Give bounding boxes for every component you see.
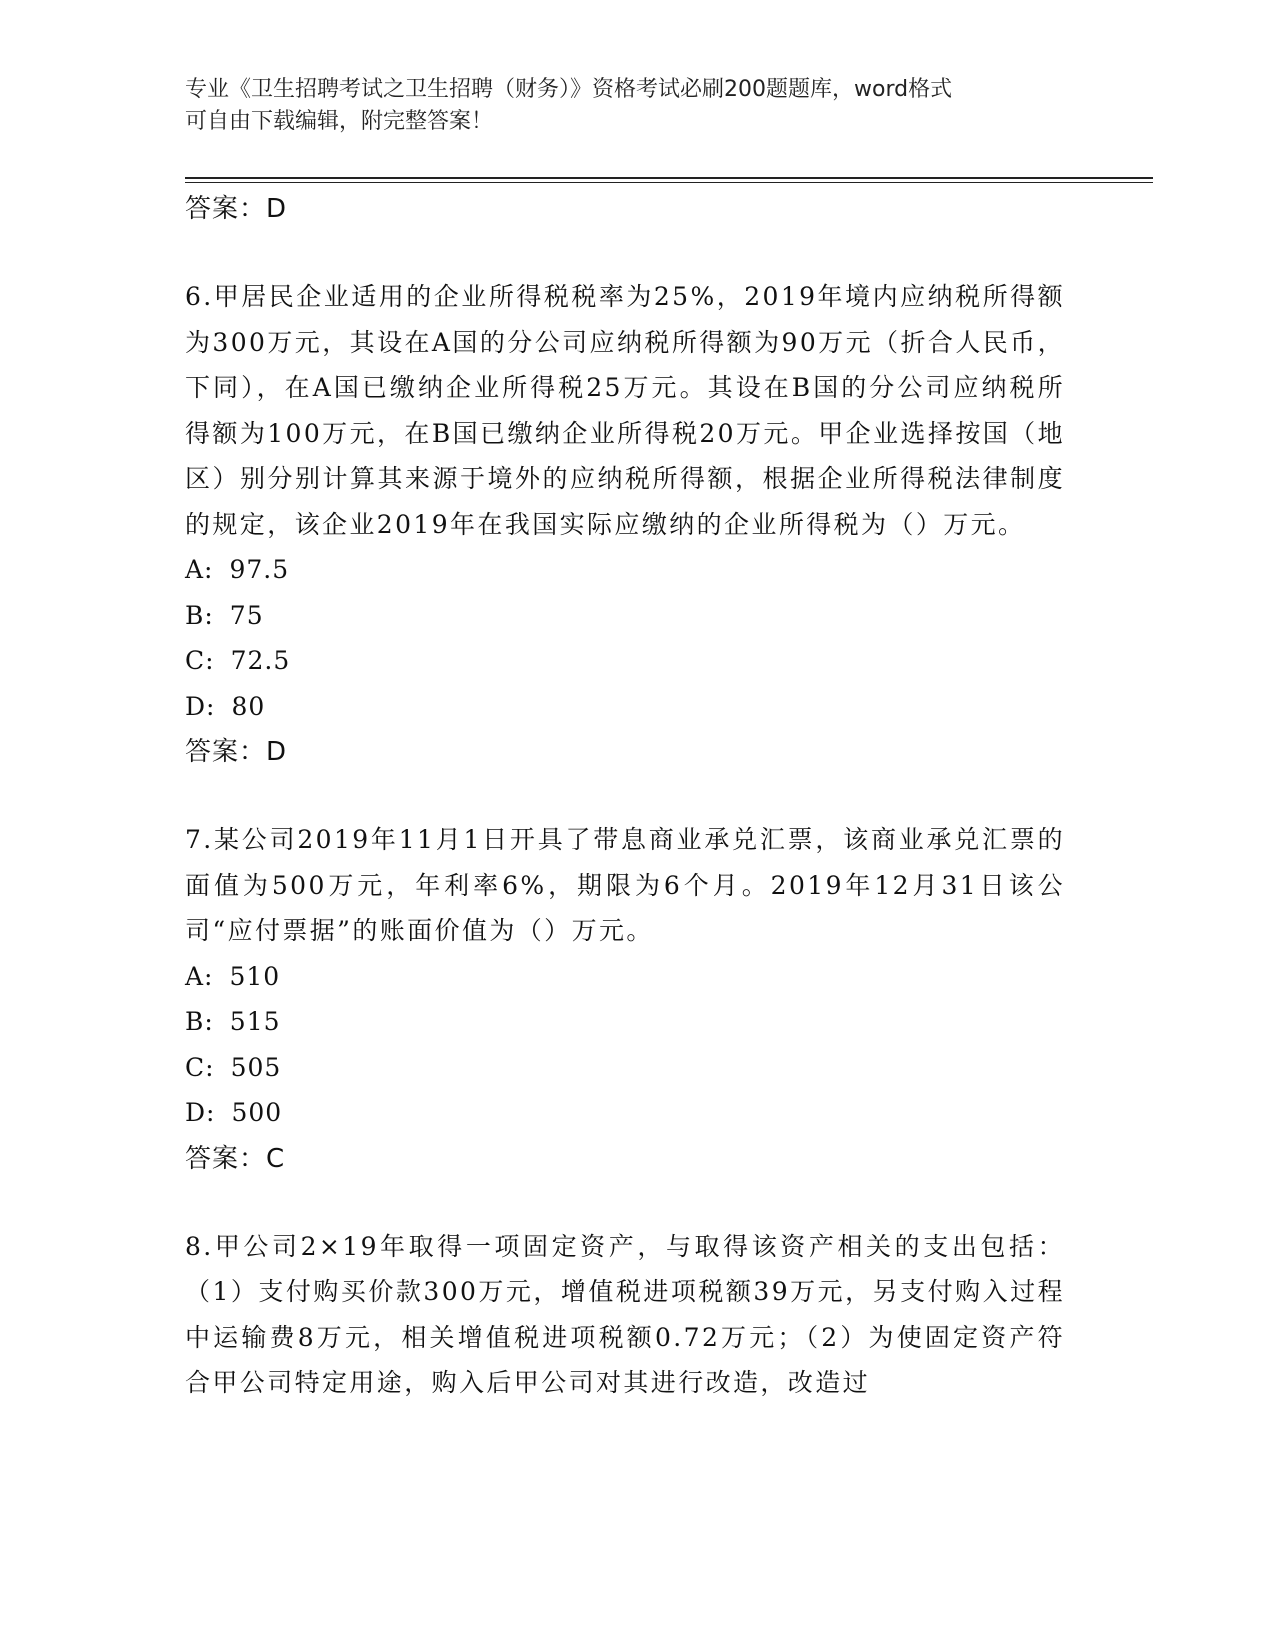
- q6-option-b: [185, 593, 1065, 639]
- option-value: 80: [231, 691, 266, 721]
- q7-option-d: [185, 1090, 1065, 1136]
- q7-option-b: [185, 999, 1065, 1045]
- header-divider-thick: [185, 177, 1153, 179]
- q6-option-c: [185, 638, 1065, 684]
- document-body: [185, 186, 1065, 1406]
- option-value: 505: [230, 1052, 282, 1082]
- q7-option-c: [185, 1045, 1065, 1091]
- option-value: 97.5: [229, 555, 290, 584]
- question-8-text: 8.甲公司2×19年取得一项固定资产，与取得该资产相关的支出包括：（1）支付购买价款300万元，增值税进项税额39万元，另支付购入过程中运输费8万元，相关增值税进项税额0.72万元；（2）为使固定资产符合甲公司特定用途，购入后甲公司对其进行改造，改造过: [185, 1231, 1065, 1397]
- answer-q6: 答案：D: [185, 737, 288, 767]
- option-value: 510: [229, 961, 281, 991]
- option-value: 75: [229, 600, 264, 630]
- option-label: C:: [185, 1052, 215, 1082]
- q6-option-d: [185, 684, 1065, 730]
- option-label: C:: [185, 646, 215, 675]
- spacer: [185, 775, 1065, 817]
- option-label: B:: [185, 600, 214, 630]
- option-label: A:: [185, 555, 214, 584]
- option-value: 515: [229, 1007, 281, 1036]
- option-value: 72.5: [230, 646, 291, 675]
- answer-q7: 答案：C: [185, 1143, 286, 1174]
- page-header: [185, 74, 1065, 138]
- question-7-text: 7.某公司2019年11月1日开具了带息商业承兑汇票，该商业承兑汇票的面值为500万元，年利率6%，期限为6个月。2019年12月31日该公司“应付票据”的账面价值为（）万元。: [185, 825, 1065, 945]
- spacer: [185, 232, 1065, 274]
- option-label: B:: [185, 1007, 214, 1036]
- option-label: D:: [185, 1098, 216, 1127]
- header-line-1: 专业《卫生招聘考试之卫生招聘（财务）》资格考试必刷200题题库，word格式: [185, 77, 953, 102]
- q7-option-a: [185, 954, 1065, 1000]
- option-value: 500: [231, 1098, 283, 1127]
- option-label: D:: [185, 691, 216, 721]
- question-6-text: 6.甲居民企业适用的企业所得税税率为25%，2019年境内应纳税所得额为300万元，其设在A国的分公司应纳税所得额为90万元（折合人民币，下同），在A国已缴纳企业所得税25万元。其设在B国的分公司应纳税所得额为100万元，在B国已缴纳企业所得税20万元。甲企业选择按国（地区）别分别计算其来源于境外的应纳税所得额，根据企业所得税法律制度的规定，该企业2019年在我国实际应缴纳的企业所得税为（）万元。: [185, 282, 1065, 539]
- header-line-2: 可自由下载编辑，附完整答案！: [185, 109, 494, 134]
- answer-q5: 答案：D: [185, 194, 288, 224]
- spacer: [185, 1182, 1065, 1224]
- option-label: A:: [185, 961, 214, 991]
- q6-option-a: [185, 547, 1065, 593]
- header-divider-thin: [185, 182, 1153, 183]
